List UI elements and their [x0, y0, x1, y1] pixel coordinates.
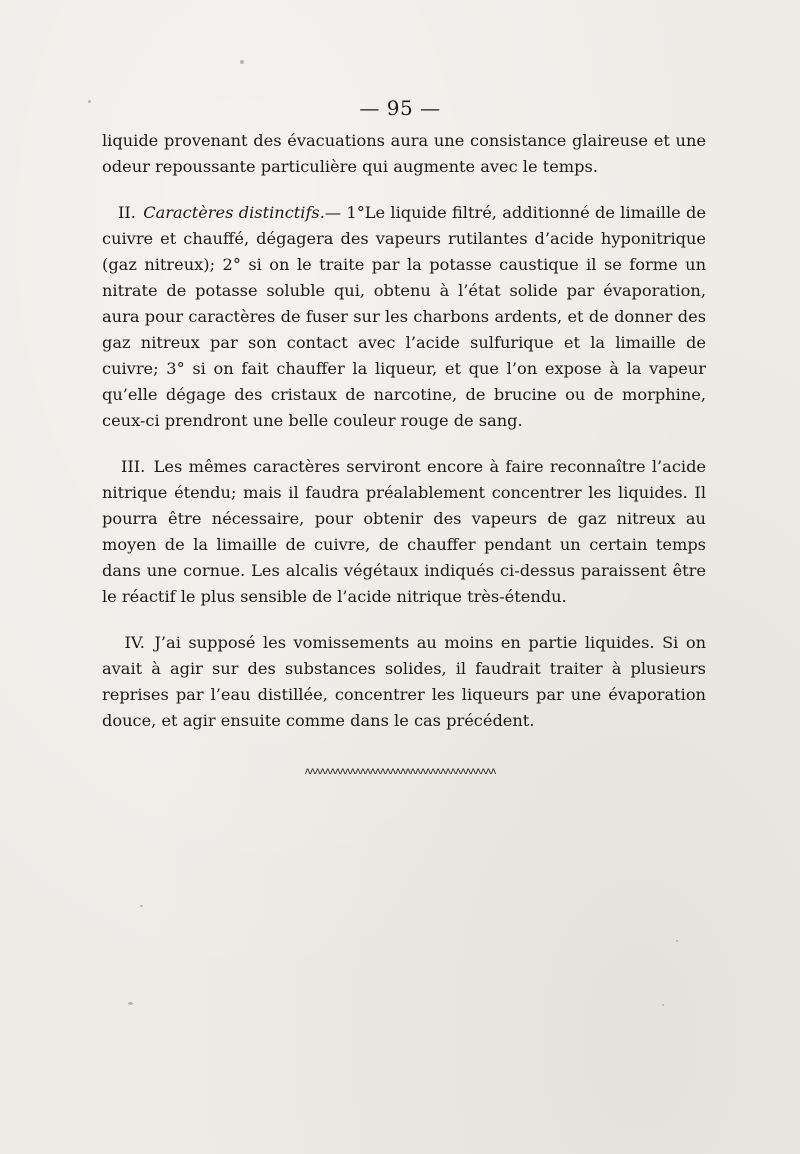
- page-number: — 95 —: [359, 96, 441, 120]
- paper-speck: [240, 60, 244, 64]
- end-ornament: ʌʌʌʌʌʌʌʌʌʌʌʌʌʌʌʌʌʌʌʌʌʌʌʌʌʌʌʌʌʌʌʌʌʌʌʌʌʌ: [304, 766, 496, 777]
- body-text: [102, 128, 706, 754]
- paragraph-text: liquide provenant des évacuations aura une consistance glaireuse et une odeur repoussante particulière qui augmente avec le temps.: [102, 131, 706, 176]
- section-number: II.: [117, 203, 136, 222]
- paragraph-section-4: [102, 630, 706, 734]
- paragraph-continuation: [102, 128, 706, 180]
- paper-speck: [88, 100, 91, 103]
- paragraph-section-2: [102, 200, 706, 434]
- section-heading: Caractères distinctifs.: [143, 203, 325, 222]
- paper-speck: [128, 1002, 133, 1005]
- paragraph-text: — 1°Le liquide filtré, additionné de limaille de cuivre et chauffé, dégagera des vapeurs rutilantes d’acide hyponitrique (gaz nitreux); 2° si on le traite par la potasse caustique il se forme un nitrate de potasse soluble qui, obtenu à l’état solide par évaporation, aura pour caractères de fuser sur les charbons ardents, et de donner des gaz nitreux par son contact avec l’acide sulfurique et la limaille de cuivre; 3° si on fait chauffer la liqueur, et que l’on expose à la vapeur qu’elle dégage des cristaux de narcotine, de brucine ou de morphine, ceux-ci prendront une belle couleur rouge de sang.: [102, 203, 706, 430]
- paragraph-section-3: [102, 454, 706, 610]
- paper-speck: [662, 1004, 664, 1006]
- paper-speck: [676, 940, 678, 942]
- paper-speck: [140, 905, 143, 907]
- paragraph-text: J’ai supposé les vomissements au moins en partie liquides. Si on avait à agir sur des substances solides, il faudrait traiter à plusieurs reprises par l’eau distillée, concentrer les liqueurs par une évaporation douce, et agir ensuite comme dans le cas précédent.: [102, 633, 707, 730]
- paragraph-text: Les mêmes caractères serviront encore à faire reconnaître l’acide nitrique étendu; mais il faudra préalablement concentrer les liquides. Il pourra être nécessaire, pour obtenir des vapeurs de gaz nitreux au moyen de la limaille de cuivre, de chauffer pendant un certain temps dans une cornue. Les alcalis végétaux indiqués ci-dessus paraissent être le réactif le plus sensible de l’acide nitrique très-étendu.: [102, 457, 707, 606]
- section-number: IV.: [124, 633, 145, 652]
- section-number: III.: [120, 457, 146, 476]
